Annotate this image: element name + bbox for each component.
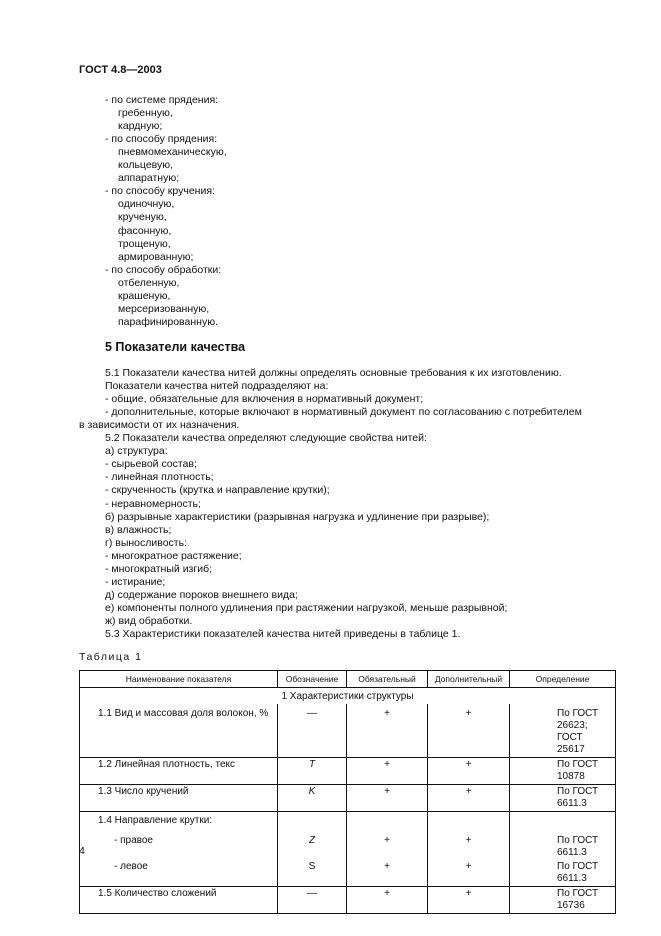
cell-required: + bbox=[347, 704, 428, 758]
cell-optional: + bbox=[428, 887, 510, 914]
col-header-symbol: Обозначение bbox=[278, 671, 347, 688]
text-line: - многократный изгиб; bbox=[105, 562, 212, 575]
cell-name: 1.3 Число кручений bbox=[80, 785, 278, 812]
cell-required: + bbox=[347, 860, 428, 887]
text-line: а) структура: bbox=[105, 445, 168, 458]
table-section-label: 1 Характеристики структуры bbox=[80, 688, 616, 705]
table-caption: Таблица 1 bbox=[79, 651, 143, 663]
cell-required: + bbox=[347, 758, 428, 785]
cell-symbol: T bbox=[278, 758, 347, 785]
text-line: гребенную, bbox=[118, 107, 173, 120]
cell-required bbox=[347, 812, 428, 835]
cell-name: - правое bbox=[80, 834, 278, 860]
text-line: - по способу обработки: bbox=[105, 263, 222, 276]
section-title: 5 Показатели качества bbox=[105, 340, 246, 354]
text-line: кольцевую, bbox=[118, 159, 174, 172]
text-line: - по способу прядения: bbox=[105, 133, 218, 146]
col-header-name: Наименование показателя bbox=[80, 671, 278, 688]
page-header: ГОСТ 4.8—2003 bbox=[79, 64, 162, 76]
cell-symbol: K bbox=[278, 785, 347, 812]
cell-optional bbox=[428, 812, 510, 835]
cell-symbol: — bbox=[278, 887, 347, 914]
text-line: фасонную, bbox=[118, 224, 172, 237]
cell-name: 1.1 Вид и массовая доля волокон, % bbox=[80, 704, 278, 758]
table-row bbox=[80, 860, 616, 887]
table-row bbox=[80, 834, 616, 860]
text-line: - сырьевой состав; bbox=[105, 458, 197, 471]
text-line: Показатели качества нитей подразделяют на: bbox=[105, 380, 329, 393]
cell-optional: + bbox=[428, 704, 510, 758]
cell-optional: + bbox=[428, 834, 510, 860]
text-line: пневмомеханическую, bbox=[118, 146, 227, 159]
text-line: 5.3 Характеристики показателей качества нитей приведены в таблице 1. bbox=[105, 628, 461, 640]
text-line: крученую, bbox=[118, 211, 167, 224]
text-line: армированную; bbox=[118, 250, 194, 263]
cell-symbol: S bbox=[278, 860, 347, 887]
cell-definition: По ГОСТ 16736 bbox=[510, 887, 616, 914]
text-line: - дополнительные, которые включают в нормативный документ по согласованию с потребителем bbox=[105, 406, 582, 419]
cell-definition: По ГОСТ 6611.3 bbox=[510, 785, 616, 812]
text-line: крашеную, bbox=[118, 289, 171, 302]
table-row bbox=[80, 812, 616, 835]
cell-definition: По ГОСТ 26623; ГОСТ 25617 bbox=[510, 704, 616, 758]
cell-name: 1.2 Линейная плотность, текс bbox=[80, 758, 278, 785]
text-line: в зависимости от их назначения. bbox=[79, 419, 240, 432]
text-line: - общие, обязательные для включения в нормативный документ; bbox=[105, 393, 424, 406]
text-line: - по способу кручения: bbox=[105, 185, 215, 198]
text-line: - линейная плотность; bbox=[105, 471, 214, 484]
text-line: 5.1 Показатели качества нитей должны определять основные требования к их изготовлению. bbox=[105, 367, 562, 379]
text-line: ж) вид обработки. bbox=[105, 614, 193, 627]
table-row bbox=[80, 887, 616, 914]
text-line: в) влажность; bbox=[105, 523, 172, 536]
text-line: парафинированную. bbox=[118, 315, 218, 328]
text-line: трощеную, bbox=[118, 237, 171, 250]
text-line: 5.2 Показатели качества определяют следующие свойства нитей: bbox=[105, 432, 427, 445]
text-line: - по системе прядения: bbox=[105, 94, 219, 106]
table-row bbox=[80, 704, 616, 758]
cell-definition: По ГОСТ 10878 bbox=[510, 758, 616, 785]
table-row bbox=[80, 785, 616, 812]
text-line: кардную; bbox=[118, 120, 163, 133]
cell-required: + bbox=[347, 785, 428, 812]
cell-symbol bbox=[278, 812, 347, 835]
table-row bbox=[80, 758, 616, 785]
cell-name: 1.4 Направление крутки: bbox=[80, 812, 278, 835]
col-header-definition: Определение bbox=[510, 671, 616, 688]
text-line: е) компоненты полного удлинения при растяжении нагрузкой, меньше разрывной; bbox=[105, 601, 508, 614]
cell-optional: + bbox=[428, 758, 510, 785]
cell-symbol: Z bbox=[278, 834, 347, 860]
cell-name: - левое bbox=[80, 860, 278, 887]
cell-required: + bbox=[347, 887, 428, 914]
quality-table bbox=[79, 670, 616, 914]
table-section-row bbox=[80, 688, 616, 705]
col-header-required: Обязательный bbox=[347, 671, 428, 688]
text-line: - многократное растяжение; bbox=[105, 549, 242, 562]
text-line: - скрученность (крутка и направление крутки); bbox=[105, 484, 330, 497]
text-line: - истирание; bbox=[105, 575, 166, 588]
cell-name: 1.5 Количество сложений bbox=[80, 887, 278, 914]
cell-optional: + bbox=[428, 785, 510, 812]
text-line: - неравномерность; bbox=[105, 497, 201, 510]
col-header-optional: Дополнительный bbox=[428, 671, 510, 688]
cell-symbol: — bbox=[278, 704, 347, 758]
text-line: д) содержание пороков внешнего вида; bbox=[105, 588, 298, 601]
text-line: отбеленную, bbox=[118, 276, 180, 289]
cell-definition: По ГОСТ 6611.3 bbox=[510, 834, 616, 860]
cell-definition: По ГОСТ 6611.3 bbox=[510, 860, 616, 887]
cell-required: + bbox=[347, 834, 428, 860]
text-line: одиночную, bbox=[118, 198, 175, 211]
cell-definition bbox=[510, 812, 616, 835]
text-line: г) выносливость: bbox=[105, 536, 187, 549]
cell-optional: + bbox=[428, 860, 510, 887]
text-line: мерсеризованную, bbox=[118, 302, 210, 315]
page-number: 4 bbox=[79, 845, 85, 857]
text-line: аппаратную; bbox=[118, 172, 180, 185]
text-line: б) разрывные характеристики (разрывная нагрузка и удлинение при разрыве); bbox=[105, 510, 490, 523]
table-header-row bbox=[80, 671, 616, 688]
